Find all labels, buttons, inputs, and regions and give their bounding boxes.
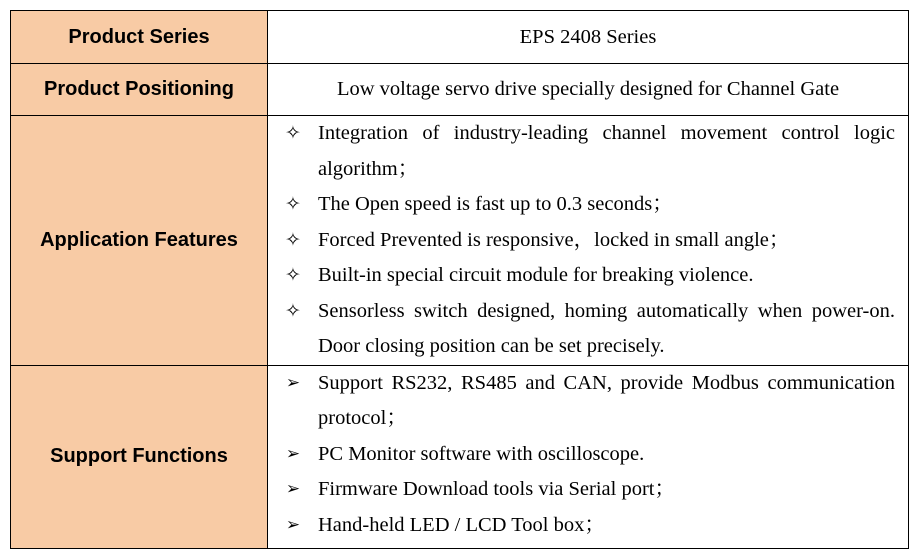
application-features-label: Application Features	[11, 116, 268, 366]
feature-text: Integration of industry-leading channel movement control logic algorithm；	[318, 122, 895, 180]
star-bullet-icon: ✧	[285, 193, 301, 215]
application-features-row	[11, 116, 909, 366]
product-series-value: EPS 2408 Series	[268, 11, 909, 64]
product-positioning-label: Product Positioning	[11, 64, 268, 116]
list-item	[268, 366, 908, 437]
star-bullet-icon: ✧	[285, 122, 301, 144]
support-functions-label: Support Functions	[11, 365, 268, 548]
list-item	[268, 187, 908, 223]
list-item	[268, 472, 908, 508]
feature-text: The Open speed is fast up to 0.3 seconds；	[318, 193, 673, 215]
arrow-bullet-icon: ➢	[285, 479, 301, 499]
feature-text: Built-in special circuit module for breaking violence.	[318, 264, 754, 286]
list-item	[268, 437, 908, 473]
list-item	[268, 223, 908, 259]
application-features-list	[268, 116, 909, 366]
support-text: PC Monitor software with oscilloscope.	[318, 442, 645, 465]
product-series-row	[11, 11, 909, 64]
product-series-label: Product Series	[11, 11, 268, 64]
support-functions-row	[11, 365, 909, 548]
support-text: Hand-held LED / LCD Tool box；	[318, 513, 605, 536]
arrow-bullet-icon: ➢	[285, 443, 301, 464]
list-item	[268, 508, 908, 544]
list-item	[268, 258, 908, 294]
feature-text: Sensorless switch designed, homing automatically when power-on. Door closing position can be set precisely.	[318, 299, 895, 357]
support-text: Support RS232, RS485 and CAN, provide Modbus communication protocol；	[318, 371, 895, 429]
star-bullet-icon: ✧	[285, 264, 301, 286]
support-text: Firmware Download tools via Serial port；	[318, 478, 675, 500]
list-item	[268, 116, 908, 187]
product-positioning-row	[11, 64, 909, 116]
star-bullet-icon: ✧	[285, 299, 301, 322]
arrow-bullet-icon: ➢	[285, 514, 301, 535]
star-bullet-icon: ✧	[285, 228, 301, 251]
product-spec-table	[10, 10, 909, 549]
support-functions-list	[268, 365, 909, 548]
arrow-bullet-icon: ➢	[285, 372, 301, 393]
product-positioning-value: Low voltage servo drive specially designed for Channel Gate	[268, 64, 909, 116]
list-item	[268, 294, 908, 365]
feature-text: Forced Prevented is responsive，locked in small angle；	[318, 228, 790, 251]
